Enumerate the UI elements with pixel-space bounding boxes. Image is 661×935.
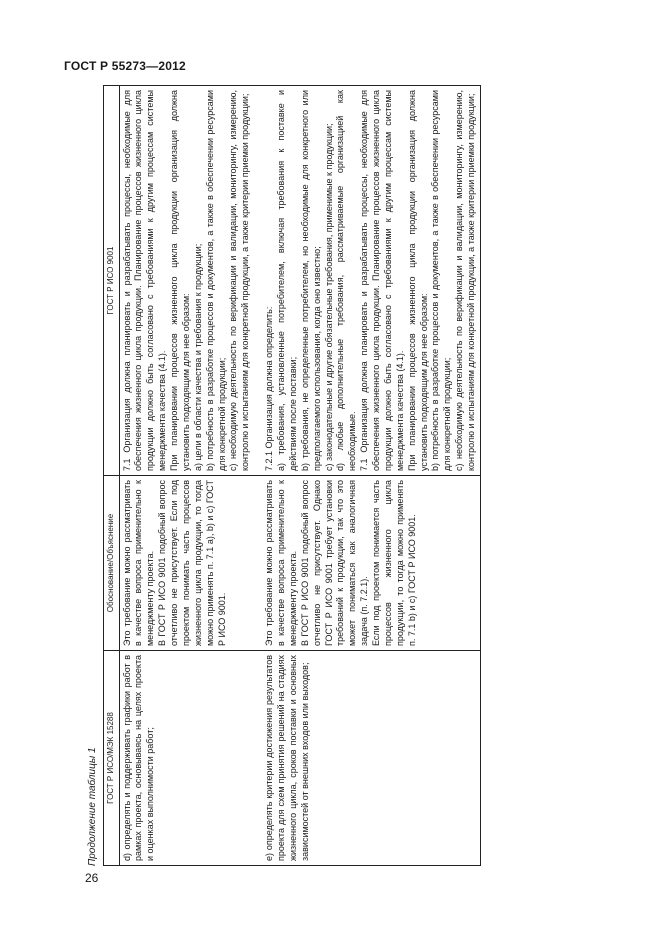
- cell-text: a) требования, установленные потребителем, включая требования к поставке и действиям после поставки;: [276, 90, 298, 471]
- cell-text: c) законодательные и другие обязательные требования, применимые к продукции;: [323, 123, 334, 471]
- table-row: [119, 86, 262, 866]
- cell-text: b) потребность в разработке процессов и документов, а также в обеспечении ресурсами для конкретной продукции;: [204, 90, 227, 471]
- cell-text: b) потребность в разработке процессов и документов, а также в обеспечении ресурсами для конкретной продукции;: [430, 90, 453, 471]
- cell-9001: [119, 86, 262, 476]
- cell-text: В ГОСТ Р ИСО 9001 подобный вопрос отчетливо не присутствует. Если под проектом понимать часть процессов жизненного цикла продукции, то тогда можно применять п. 7.1 a), b) и c) ГОСТ Р ИСО 9001.: [157, 480, 227, 646]
- cell-text: 7.2.1 Организация должна определить:: [264, 306, 275, 471]
- cell-rationale: [119, 476, 262, 651]
- cell-text: 7.1 Организация должна планировать и разрабатывать процессы, необходимые для обеспечения жизненного цикла продукции. Планирование процессов жизненного цикла продукции должно быть согласовано с требованиями к другим процессам системы менеджмента качества (4.1).: [121, 90, 168, 471]
- cell-9001: [262, 86, 480, 476]
- rotated-table-area: [86, 86, 518, 866]
- cell-text: Если под проектом понимается часть процессов жизненного цикла продукции, то тогда можно применять п. 7.1 b) и c) ГОСТ Р ИСО 9001.: [371, 480, 417, 646]
- table-row: [262, 86, 480, 866]
- cell-text: c) необходимую деятельность по верификации и валидации, мониторингу, измерению, контролю и испытаниям для конкретной продукции, а также критерии приемки продукции;: [228, 90, 251, 471]
- column-header: Обоснование/Объяснение: [104, 476, 120, 651]
- cell-text: d) любые дополнительные требования, рассматриваемые организацией как необходимые.: [335, 90, 358, 471]
- page-number: 26: [85, 871, 99, 885]
- table-header-row: [104, 86, 120, 866]
- cell-text: При планировании процессов жизненного цикла продукции организация должна установить подходящим для нее образом:: [406, 90, 429, 471]
- cell-text: При планировании процессов жизненного цикла продукции организация должна установить подходящим для нее образом:: [169, 90, 191, 471]
- cell-text: b) требования, не определенные потребителем, но необходимые для конкретного или предполагаемого использования, когда оно известно;: [299, 90, 322, 471]
- cell-text: 7.1 Организация должна планировать и разрабатывать процессы, необходимые для обеспечения жизненного цикла продукции. Планирование процессов жизненного цикла продукции должно быть согласовано с требованиями к другим процессам системы менеджмента качества (4.1).: [359, 90, 405, 471]
- cell-text: В ГОСТ Р ИСО 9001 подобный вопрос отчетливо не присутствует. Однако ГОСТ Р ИСО 9001 требует установки требований к продукции, так что это может пониматься как аналогичная задача (п. 7.2.1).: [299, 480, 370, 646]
- column-header: ГОСТ Р ИСО/МЭК 15288: [104, 651, 120, 866]
- cell-rationale: [262, 476, 480, 651]
- comparison-table: [103, 85, 481, 866]
- cell-text: c) необходимую деятельность по верификации и валидации, мониторингу, измерению, контролю и испытаниям для конкретной продукции, а также критерии приемки продукции;: [454, 90, 477, 471]
- table-caption: Продолжение таблицы 1: [87, 747, 98, 866]
- cell-text: e) определять критерии достижения результатов проекта для схем принятия решений на стадиях жизненного цикла, сроков поставки и основных зависимостей от внешних входов или выходов;: [264, 655, 310, 861]
- cell-15288: [262, 651, 480, 866]
- cell-text: Это требование можно рассматривать в качестве вопроса применительно к менеджменту проекта.: [264, 480, 298, 646]
- cell-text: a) цели в области качества и требования к продукции;: [192, 243, 203, 471]
- column-header: ГОСТ Р ИСО 9001: [104, 86, 120, 476]
- cell-15288: [119, 651, 262, 866]
- document-header: ГОСТ Р 55273—2012: [64, 59, 186, 73]
- cell-text: d) определять и поддерживать графики работ в рамках проекта, основываясь на целях проекта и оценках выполнимости работ;: [121, 655, 156, 861]
- cell-text: Это требование можно рассматривать в качестве вопроса применительно к менеджменту проекта.: [121, 480, 156, 646]
